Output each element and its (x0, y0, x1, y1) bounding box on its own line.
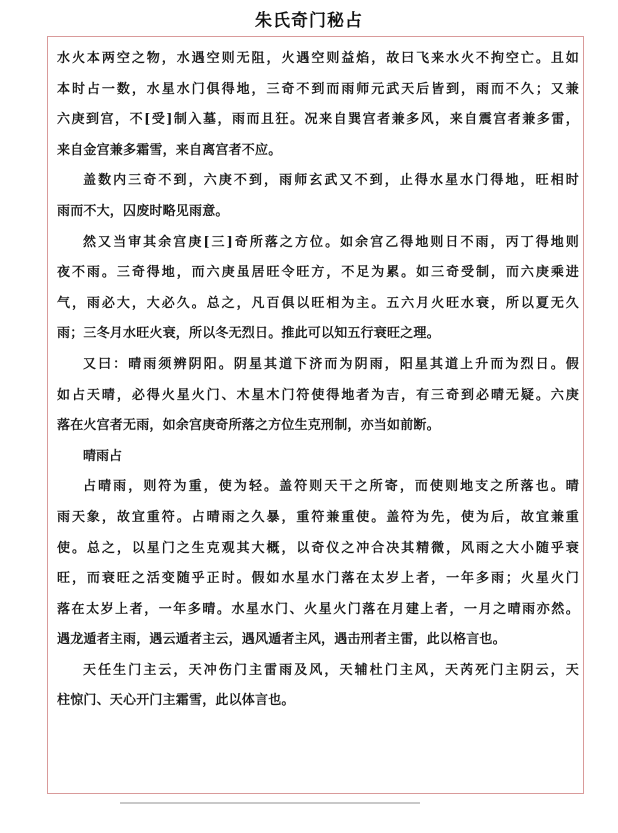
text-line-1: 水火本两空之物，水遇空则无阻，火遇空则益焰，故曰飞来水火不拘空亡。且如 (57, 51, 579, 66)
text-line-22: 柱惊门、天心开门主霜雪，此以体言也。 (57, 693, 295, 709)
text-line-9: 气，雨必大，大必久。总之，凡百俱以旺相为主。五六月火旺水衰，所以夏无久 (57, 295, 579, 311)
text-line-17: 使。总之，以星门之生克观其大概，以奇仪之冲合决其精微，风雨之大小随乎衰 (57, 540, 579, 556)
text-line-20: 遇龙遁者主雨，遇云遁者主云，遇风遁者主风，遇击刑者主雷，此以格言也。 (57, 632, 506, 648)
text-line-18: 旺，而衰旺之活变随乎正时。假如水星水门落在太岁上者，一年多雨；火星火门 (57, 571, 579, 587)
text-line-4: 来自金宫兼多霜雪，来自离宫者不应。 (57, 142, 282, 158)
document-body (57, 44, 579, 717)
text-line-8: 夜不雨。三奇得地，而六庚虽居旺令旺方，不足为累。如三奇受制，而六庚乘进 (57, 265, 579, 281)
text-line-16: 雨天象，故宜重符。占晴雨之久暴，重符兼重使。盖符为先，使为后，故宜兼重 (57, 509, 579, 525)
cut-off-text-remnant (120, 796, 440, 810)
text-line-5: 盖数内三奇不到，六庚不到，雨师玄武又不到，止得水星水门得地，旺相时 (83, 173, 579, 189)
text-line-11: 又曰：晴雨须辨阴阳。阴星其道下济而为阴雨，阳星其道上升而为烈日。假 (83, 356, 579, 372)
text-line-3: 六庚到宫，不[受]制入墓，雨而且狂。况来自巽宫者兼多风，来自震宫者兼多雷， (57, 112, 579, 128)
text-line-2: 本时占一数，水星水门俱得地，三奇不到而雨师元武天后皆到，雨而不久；又兼 (57, 81, 579, 97)
section-heading: 晴雨占 (83, 448, 123, 464)
text-line-21: 天任生门主云，天冲伤门主雷雨及风，天辅杜门主风，天芮死门主阴云，天 (83, 662, 579, 678)
page-title: 朱氏奇门秘占 (255, 11, 363, 31)
text-line-15: 占晴雨，则符为重，使为轻。盖符则天干之所寄，而使则地支之所落也。晴 (83, 479, 579, 495)
text-line-13: 落在火宫者无雨，如余宫庚奇所落之方位生克刑制，亦当如前断。 (57, 418, 440, 434)
text-line-19: 落在太岁上者，一年多晴。水星水门、火星火门落在月建上者，一月之晴雨亦然。 (57, 601, 579, 617)
text-line-6: 雨而不大，囚废时略见雨意。 (57, 203, 229, 219)
text-line-7: 然又当审其余宫庚[三]奇所落之方位。如余宫乙得地则日不雨，丙丁得地则 (83, 234, 579, 250)
text-line-10: 雨；三冬月水旺火衰，所以冬无烈日。推此可以知五行衰旺之理。 (57, 326, 440, 342)
cut-off-line (120, 802, 420, 804)
text-line-12: 如占天晴，必得火星火门、木星木门符使得地者为吉，有三奇到必晴无疑。六庚 (57, 387, 579, 403)
